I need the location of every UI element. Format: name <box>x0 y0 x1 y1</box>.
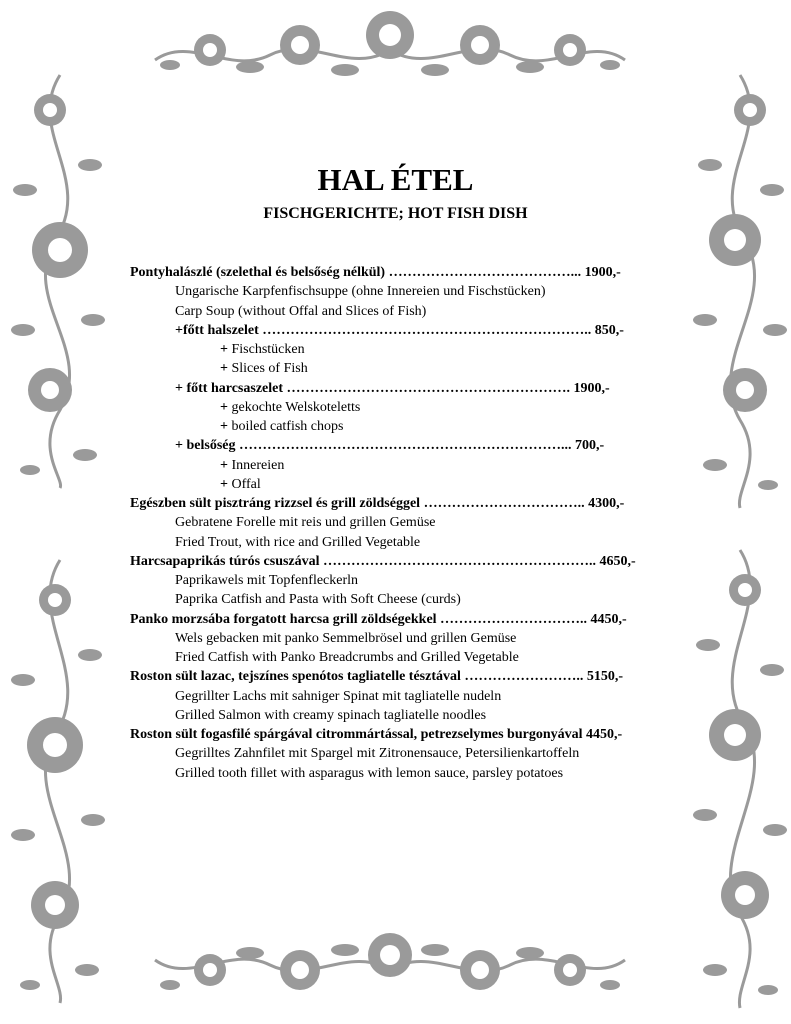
addon-text: Innereien <box>231 457 285 473</box>
menu-item-trout: Egészben sült pisztráng rizzsel és grill zöldséggel …………………………….. 4300,- <box>130 496 625 511</box>
menu-item-description-en: Grilled tooth fillet with asparagus with lemon sauce, parsley potatoes <box>175 765 564 781</box>
menu-item-description-de: Gebratene Forelle mit reis und grillen Gemüse <box>175 515 436 531</box>
plus-sign: + <box>220 342 228 357</box>
menu-item-description-de: Paprikawels mit Topfenfleckerln <box>175 573 359 588</box>
addon-description-de <box>0 398 791 417</box>
page-subtitle: FISCHGERICHTE; HOT FISH DISH <box>263 205 528 222</box>
addon-description-en <box>0 475 791 494</box>
plus-sign: + <box>220 457 228 473</box>
menu-item-salmon: Roston sült lazac, tejszínes spenótos tagliatelle tésztával …………………….. 5150,- <box>130 669 624 685</box>
menu-item-description-en: Carp Soup (without Offal and Slices of Fish) <box>175 303 427 319</box>
addon-catfish-slices: + főtt harcsaszelet ……………………………………………………. 1900,- <box>175 380 610 396</box>
addon-offal: + belsőség ……………………………………………………………... 700,- <box>175 438 605 454</box>
menu-item-description-de: Ungarische Karpfenfischsuppe (ohne Innereien und Fischstücken) <box>175 284 546 300</box>
addon-description-en <box>0 417 791 436</box>
menu-item-description-de: Gegrilltes Zahnfilet mit Spargel mit Zitronensauce, Petersilienkartoffeln <box>175 746 580 762</box>
addon-description-de <box>0 456 791 475</box>
menu-item-description-en: Fried Catfish with Panko Breadcrumbs and Grilled Vegetable <box>175 650 519 665</box>
addon-description-en <box>0 359 791 378</box>
plus-sign: + <box>220 399 228 415</box>
page-title: HAL ÉTEL <box>317 162 474 197</box>
addon-text: gekochte Welskoteletts <box>231 399 361 415</box>
floral-ornament-bottom <box>150 915 630 1010</box>
addon-fish-slices: +főtt halszelet …………………………………………………………….. 850,- <box>175 322 624 338</box>
floral-ornament-top <box>150 5 630 90</box>
menu-item-description-de: Wels gebacken mit panko Semmelbrösel und grillen Gemüse <box>175 630 517 646</box>
menu-list <box>0 263 791 783</box>
menu-item-zander: Roston sült fogasfilé spárgával citrommártással, petrezselymes burgonyával 4450,- <box>130 727 623 742</box>
menu-item-description-de: Gegrillter Lachs mit sahniger Spinat mit tagliatelle nudeln <box>175 688 502 704</box>
addon-text: Fischstücken <box>231 342 305 357</box>
menu-item-description-en: Grilled Salmon with creamy spinach tagliatelle noodles <box>175 707 487 723</box>
addon-description-de <box>0 340 791 359</box>
addon-text: Slices of Fish <box>231 361 308 377</box>
menu-item-panko-catfish: Panko morzsába forgatott harcsa grill zöldségekkel ………………………….. 4450,- <box>130 611 627 627</box>
addon-text: boiled catfish chops <box>231 419 344 434</box>
menu-item-carp-soup: Pontyhalászlé (szelethal és belsőség nélkül) …………………………………... 1900,- <box>130 265 621 280</box>
menu-item-paprika-catfish: Harcsapaprikás túrós csuszával ………………………………………………….. 4650,- <box>130 553 636 569</box>
plus-sign: + <box>220 419 228 434</box>
menu-item-description-en: Paprika Catfish and Pasta with Soft Cheese (curds) <box>175 592 461 608</box>
plus-sign: + <box>220 361 228 377</box>
menu-item-description-en: Fried Trout, with rice and Grilled Vegetable <box>175 534 421 550</box>
plus-sign: + <box>220 476 228 492</box>
addon-text: Offal <box>231 476 261 492</box>
